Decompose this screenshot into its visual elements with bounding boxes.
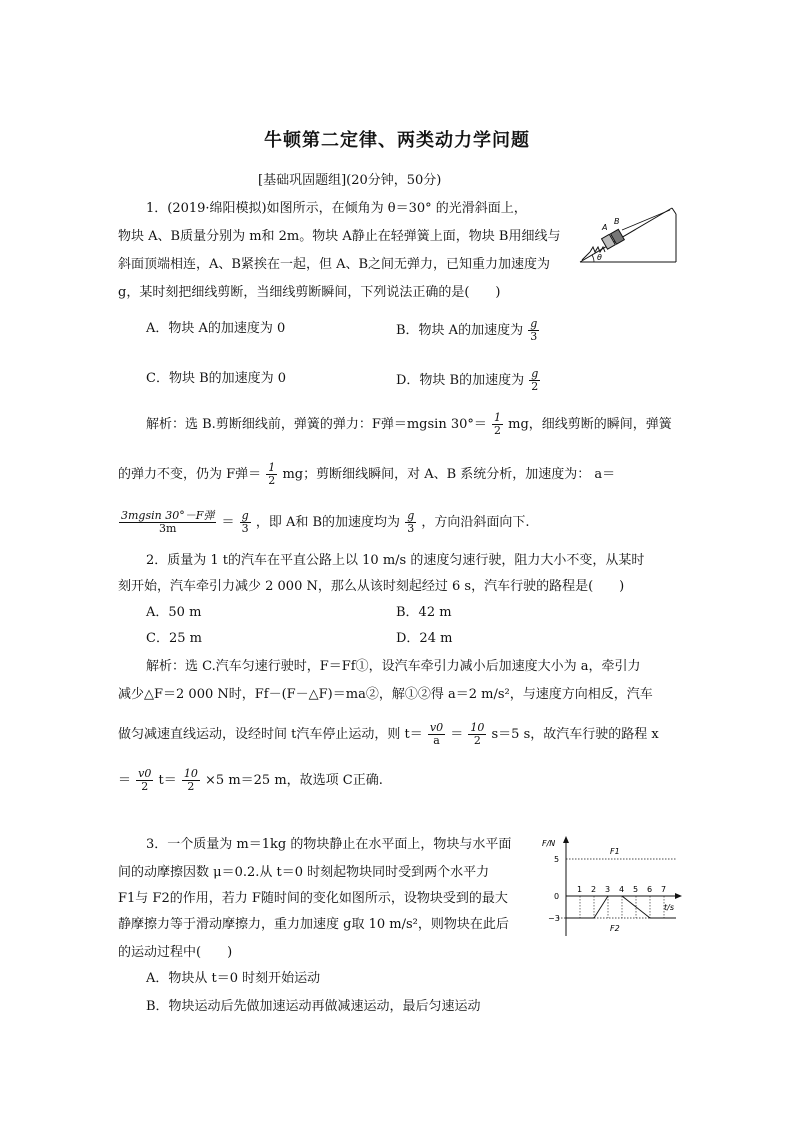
fraction-denominator: 2: [141, 780, 149, 793]
q3-line5: 的运动过程中( ): [118, 945, 233, 960]
sol1-line3-fraction: [119, 510, 216, 535]
section-header: [基础巩固题组](20分钟，50分): [258, 173, 442, 188]
fraction-numerator: v0: [138, 767, 152, 780]
sol1-line1: [146, 412, 672, 437]
sol2-line4: [118, 768, 383, 793]
force-time-graph: [540, 832, 686, 942]
q1-option-b: [396, 318, 540, 343]
equals-sign: ＝: [450, 727, 464, 742]
q2-option-c: C．25 m: [146, 631, 202, 646]
q2-line1: 2．质量为 1 t的汽车在平直公路上以 10 m/s 的速度匀速行驶，阻力大小不变，从某时: [146, 553, 645, 568]
incline-figure: [578, 200, 678, 270]
graph-y-tick-5: 5: [554, 855, 560, 864]
sol2-line3-fraction: [428, 722, 445, 747]
q1-option-a: A．物块 A的加速度为 0: [146, 321, 286, 336]
graph-x-tick-6: 6: [647, 885, 653, 894]
sol2-line3-pre: 做匀减速直线运动，设经时间 t汽车停止运动，则 t＝: [118, 727, 423, 742]
sol1-line1-post: mg，细线剪断的瞬间，弹簧: [508, 417, 672, 432]
q2-option-d: D．24 m: [396, 631, 453, 646]
sol2-line4-post: ×5 m＝25 m，故选项 C正确.: [205, 773, 383, 788]
sol1-line2-pre: 的弹力不变，仍为 F弹＝: [118, 467, 262, 482]
sol2-line4-fraction-2: [182, 768, 200, 793]
q1-option-b-fraction: [528, 318, 539, 343]
q1-option-d-text: D．物块 B的加速度为: [396, 373, 525, 388]
fraction-numerator: 3mgsin 30°－F弹: [121, 509, 215, 522]
q3-line4: 静摩擦力等于滑动摩擦力，重力加速度 g取 10 m/s²，则物块在此后: [118, 917, 509, 932]
sol2-line3-post: s＝5 s，故汽车行驶的路程 x: [491, 727, 659, 742]
fraction-numerator: 10: [470, 721, 485, 734]
sol1-line2-fraction: [266, 462, 277, 487]
fraction-numerator: g: [241, 509, 249, 522]
graph-y-axis-label: F/N: [542, 839, 556, 848]
fraction-numerator: v0: [429, 721, 444, 734]
sol1-line2-post: mg；剪断细线瞬间，对 A、B 系统分析，加速度为： a＝: [282, 467, 616, 482]
sol1-line3-post: ，即 A和 B的加速度均为: [255, 515, 401, 530]
q3-option-a: A．物块从 t＝0 时刻开始运动: [146, 971, 321, 986]
fraction-numerator: g: [530, 317, 538, 330]
q1-option-c: C．物块 B的加速度为 0: [146, 371, 287, 386]
sol2-line4-mid: t＝: [158, 773, 177, 788]
q1-option-d: [396, 368, 541, 393]
sol2-line3: [118, 722, 659, 747]
q1-line3: 斜面顶端相连，A、B紧挨在一起，但 A、B之间无弹力，已知重力加速度为: [118, 257, 551, 272]
fraction-numerator: 1: [494, 411, 502, 424]
sol1-line3-fraction-3: [405, 510, 416, 535]
q3-line3: F1与 F2的作用，若力 F随时间的变化如图所示，设物块受到的最大: [118, 891, 508, 906]
sol1-line3: [118, 510, 530, 535]
fraction-numerator: g: [407, 509, 415, 522]
fraction-denominator: 3m: [158, 522, 177, 535]
graph-y-tick-neg3: −3: [548, 914, 560, 923]
sol2-line4-fraction: [136, 768, 153, 793]
fraction-denominator: 2: [187, 780, 195, 793]
graph-x-tick-4: 4: [619, 885, 625, 894]
q3-option-b: B．物块运动后先做加速运动再做减速运动，最后匀速运动: [146, 999, 481, 1014]
fig-label-b: B: [614, 217, 620, 226]
fraction-denominator: 2: [531, 380, 539, 393]
fraction-denominator: 3: [530, 330, 538, 343]
q3-line2: 间的动摩擦因数 μ＝0.2.从 t＝0 时刻起物块同时受到两个水平力: [118, 865, 490, 880]
q3-line1: 3．一个质量为 m＝1kg 的物块静止在水平面上，物块与水平面: [146, 837, 512, 852]
sol1-line3-fraction-2: [240, 510, 251, 535]
sol1-line2: [118, 462, 615, 487]
q1-option-d-fraction: [529, 368, 540, 393]
graph-f1-label: F1: [610, 847, 620, 856]
q1-line4: g，某时刻把细线剪断，当细线剪断瞬间，下列说法正确的是( ): [118, 285, 501, 300]
fig-label-theta: θ: [597, 253, 602, 262]
equals-sign: ＝: [221, 515, 235, 530]
sol1-line1-pre: 解析：选 B.剪断细线前，弹簧的弹力：F弹＝mgsin 30°＝: [146, 417, 487, 432]
page-title: 牛顿第二定律、两类动力学问题: [264, 130, 530, 151]
graph-x-tick-1: 1: [577, 885, 583, 894]
q2-option-b: B．42 m: [396, 605, 452, 620]
fraction-numerator: 10: [183, 767, 198, 780]
q2-line2: 刻开始，汽车牵引力减少 2 000 N，那么从该时刻起经过 6 s，汽车行驶的路程是( ): [118, 579, 625, 594]
graph-x-tick-2: 2: [591, 885, 597, 894]
fraction-numerator: g: [531, 367, 539, 380]
fraction-denominator: 2: [473, 734, 481, 747]
sol1-line3-end: ，方向沿斜面向下.: [421, 515, 530, 530]
graph-f2-label: F2: [610, 924, 620, 933]
sol2-line4-pre: ＝: [118, 773, 132, 788]
sol1-line1-fraction: [492, 412, 503, 437]
graph-x-tick-3: 3: [605, 885, 611, 894]
graph-x-tick-5: 5: [633, 885, 639, 894]
q1-option-b-text: B．物块 A的加速度为: [396, 323, 524, 338]
q1-line2: 物块 A、B质量分别为 m和 2m。物块 A静止在轻弹簧上面，物块 B用细线与: [118, 229, 561, 244]
sol2-line3-fraction-2: [468, 722, 486, 747]
fraction-denominator: 2: [268, 474, 276, 487]
sol2-line2: 减少△F＝2 000 N时，Ff－(F－△F)＝ma②，解①②得 a＝2 m/s²，与速度方向相反，汽车: [118, 687, 653, 702]
sol2-line1: 解析：选 C.汽车匀速行驶时，F＝Ff①，设汽车牵引力减小后加速度大小为 a，牵引力: [146, 659, 641, 674]
fig-label-a: A: [602, 223, 608, 232]
graph-y-tick-0: 0: [554, 892, 560, 901]
fraction-denominator: a: [433, 734, 440, 747]
fraction-denominator: 3: [407, 522, 415, 535]
graph-x-axis-label: t/s: [664, 903, 674, 912]
q2-option-a: A．50 m: [146, 605, 202, 620]
fraction-numerator: 1: [268, 461, 276, 474]
graph-x-tick-7: 7: [661, 885, 667, 894]
fraction-denominator: 3: [241, 522, 249, 535]
fraction-denominator: 2: [494, 424, 502, 437]
q1-line1: 1．(2019·绵阳模拟)如图所示，在倾角为 θ＝30° 的光滑斜面上，: [146, 201, 527, 216]
